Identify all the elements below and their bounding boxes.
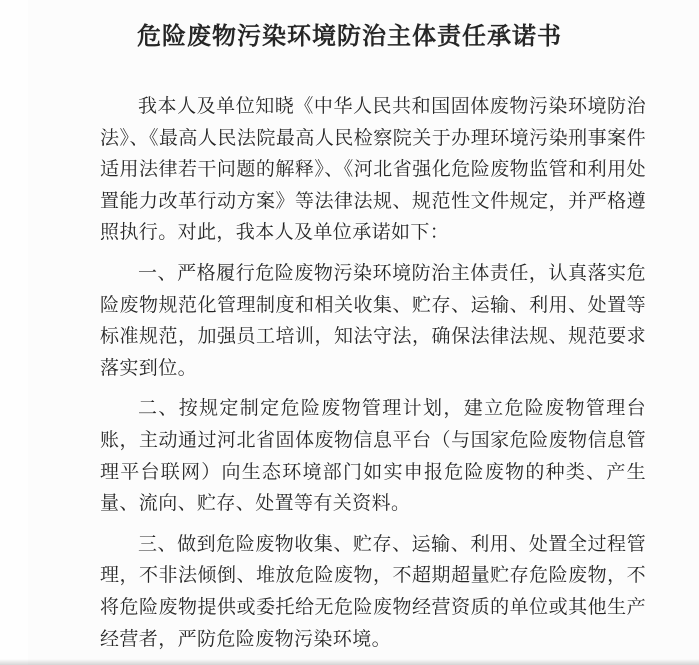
document-title: 危险废物污染环境防治主体责任承诺书 <box>137 24 562 50</box>
paragraph-item-3: 三、做到危险废物收集、贮存、运输、利用、处置全过程管理，不非法倾倒、堆放危险废物，不超期超量贮存危险废物，不将危险废物提供或委托给无危险废物经营资质的单位或其他生产经营者，严防危险废物污染环境。 <box>100 533 646 650</box>
document-body <box>100 91 646 655</box>
scan-bottom-shade <box>0 659 699 665</box>
paragraph-intro: 我本人及单位知晓《中华人民共和国固体废物污染环境防治法》、《最高人民法院最高人民检察院关于办理环境污染刑事案件适用法律若干问题的解释》、《河北省强化危险废物监管和利用处置能力改革行动方案》等法律法规、规范性文件规定，并严格遵照执行。对此，我本人及单位承诺如下： <box>100 96 646 244</box>
paragraph-item-2: 二、按规定制定危险废物管理计划，建立危险废物管理台账，主动通过河北省固体废物信息平台（与国家危险废物信息管理平台联网）向生态环境部门如实申报危险废物的种类、产生量、流向、贮存、处置等有关资料。 <box>100 398 646 515</box>
scan-edge-strip <box>0 0 28 665</box>
paragraph-item-1: 一、严格履行危险废物污染环境防治主体责任，认真落实危险废物规范化管理制度和相关收集、贮存、运输、利用、处置等标准规范，加强员工培训，知法守法，确保法律法规、规范要求落实到位。 <box>100 262 646 379</box>
